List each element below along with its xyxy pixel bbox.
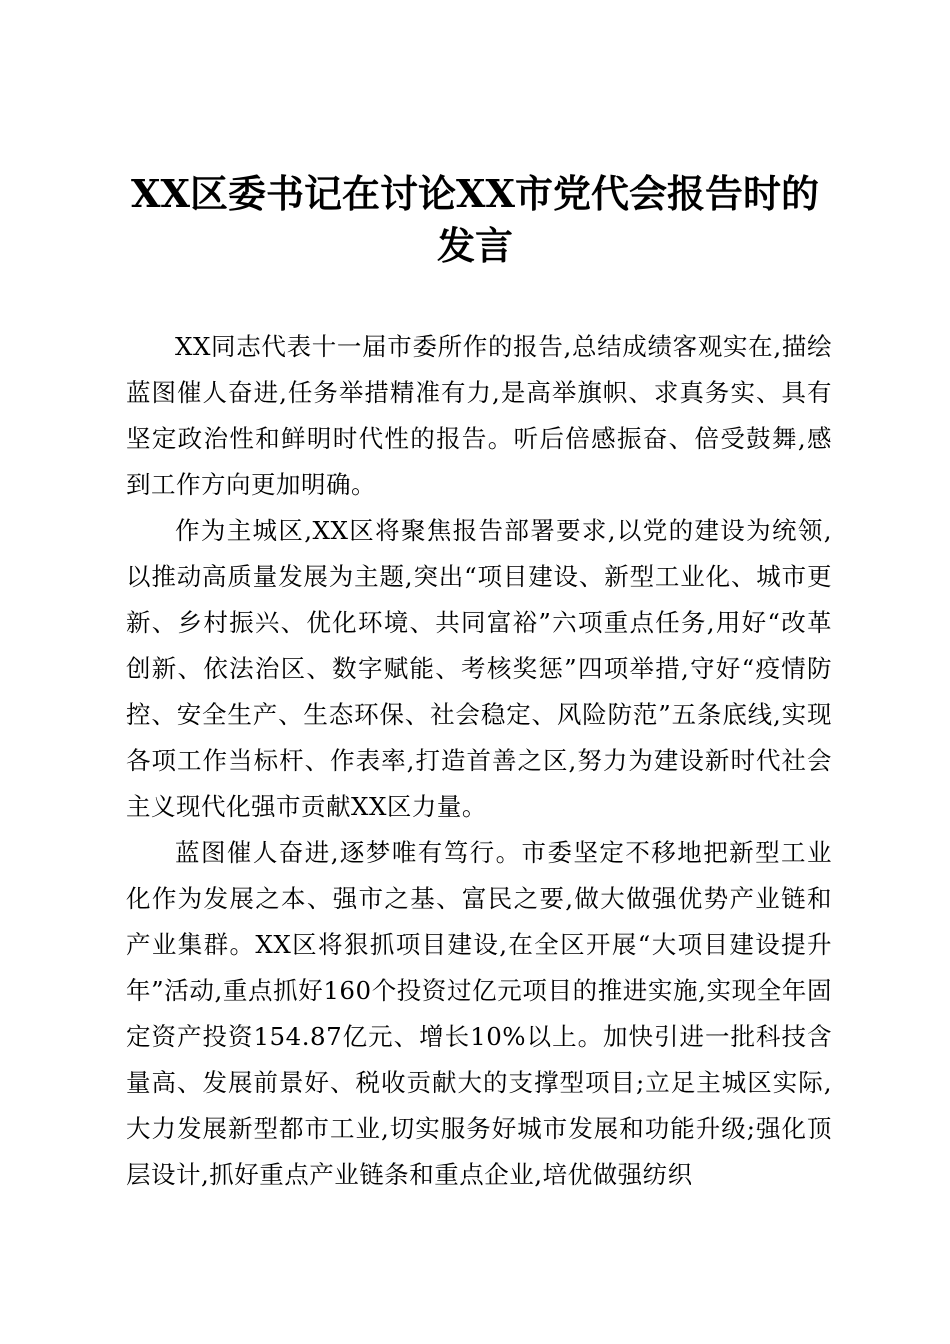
body-paragraph-1: XX同志代表十一届市委所作的报告,总结成绩客观实在,描绘蓝图催人奋进,任务举措精准有力,是高举旗帜、求真务实、具有坚定政治性和鲜明时代性的报告。听后倍感振奋、倍受鼓舞,感到工作方向更加明确。: [126, 332, 832, 499]
document-title: XX区委书记在讨论XX市党代会报告时的发言: [131, 171, 819, 268]
document-body: [126, 324, 832, 1198]
body-paragraph-3: 蓝图催人奋进,逐梦唯有笃行。市委坚定不移地把新型工业化作为发展之本、强市之基、富民之要,做大做强优势产业链和产业集群。XX区将狠抓项目建设,在全区开展“大项目建设提升年”活动,重点抓好160个投资过亿元项目的推进实施,实现全年固定资产投资154.87亿元、增长10%以上。加快引进一批科技含量高、发展前景好、税收贡献大的支撑型项目;立足主城区实际,大力发展新型都市工业,切实服务好城市发展和功能升级;强化顶层设计,抓好重点产业链条和重点企业,培优做强纺织: [126, 838, 832, 1189]
body-paragraph-2: 作为主城区,XX区将聚焦报告部署要求,以党的建设为统领,以推动高质量发展为主题,突出“项目建设、新型工业化、城市更新、乡村振兴、优化环境、共同富裕”六项重点任务,用好“改革创新、依法治区、数字赋能、考核奖惩”四项举措,守好“疫情防控、安全生产、生态环保、社会稳定、风险防范”五条底线,实现各项工作当标杆、作表率,打造首善之区,努力为建设新时代社会主义现代化强市贡献XX区力量。: [126, 516, 832, 821]
